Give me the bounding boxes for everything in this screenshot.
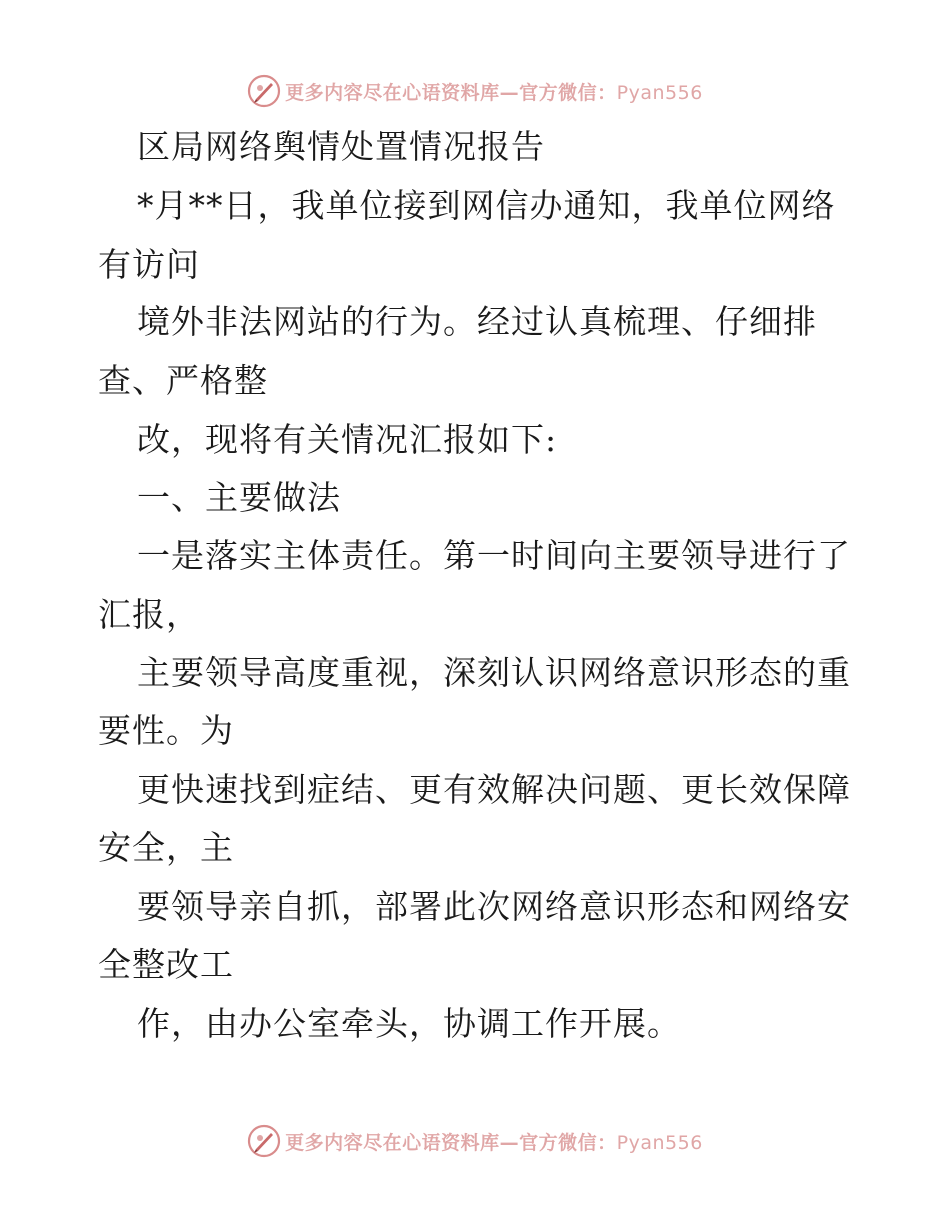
paragraph-line: 安全，主 (98, 828, 234, 867)
paragraph-line: 要领导亲自抓，部署此次网络意识形态和网络安 (137, 887, 851, 926)
paragraph-line: 汇报， (98, 595, 200, 634)
paragraph-line: 有访问 (98, 245, 200, 284)
paragraph-line: 更快速找到症结、更有效解决问题、更长效保障 (137, 770, 851, 809)
document-title: 区局网络舆情处置情况报告 (137, 127, 545, 166)
paragraph-line: 要性。为 (98, 711, 234, 750)
paragraph-line: 作，由办公室牵头，协调工作开展。 (137, 1004, 681, 1043)
paragraph-line: *月**日，我单位接到网信办通知，我单位网络 (137, 186, 836, 225)
paragraph-line: 改，现将有关情况汇报如下: (137, 420, 558, 459)
paragraph-line: 查、严格整 (98, 361, 268, 400)
paragraph-line: 一是落实主体责任。第一时间向主要领导进行了 (137, 536, 851, 575)
paragraph-line: 主要领导高度重视，深刻认识网络意识形态的重 (137, 653, 851, 692)
footer-watermark (0, 1124, 950, 1158)
paragraph-line: 全整改工 (98, 945, 234, 984)
paragraph-line: 境外非法网站的行为。经过认真梳理、仔细排 (137, 302, 817, 341)
section-heading: 一、主要做法 (137, 478, 341, 517)
watermark-text: 更多内容尽在心语资料库—官方微信：Pyan556 (285, 1131, 703, 1154)
quill-pen-icon (247, 1124, 281, 1158)
watermark-text: 更多内容尽在心语资料库—官方微信：Pyan556 (285, 81, 703, 104)
